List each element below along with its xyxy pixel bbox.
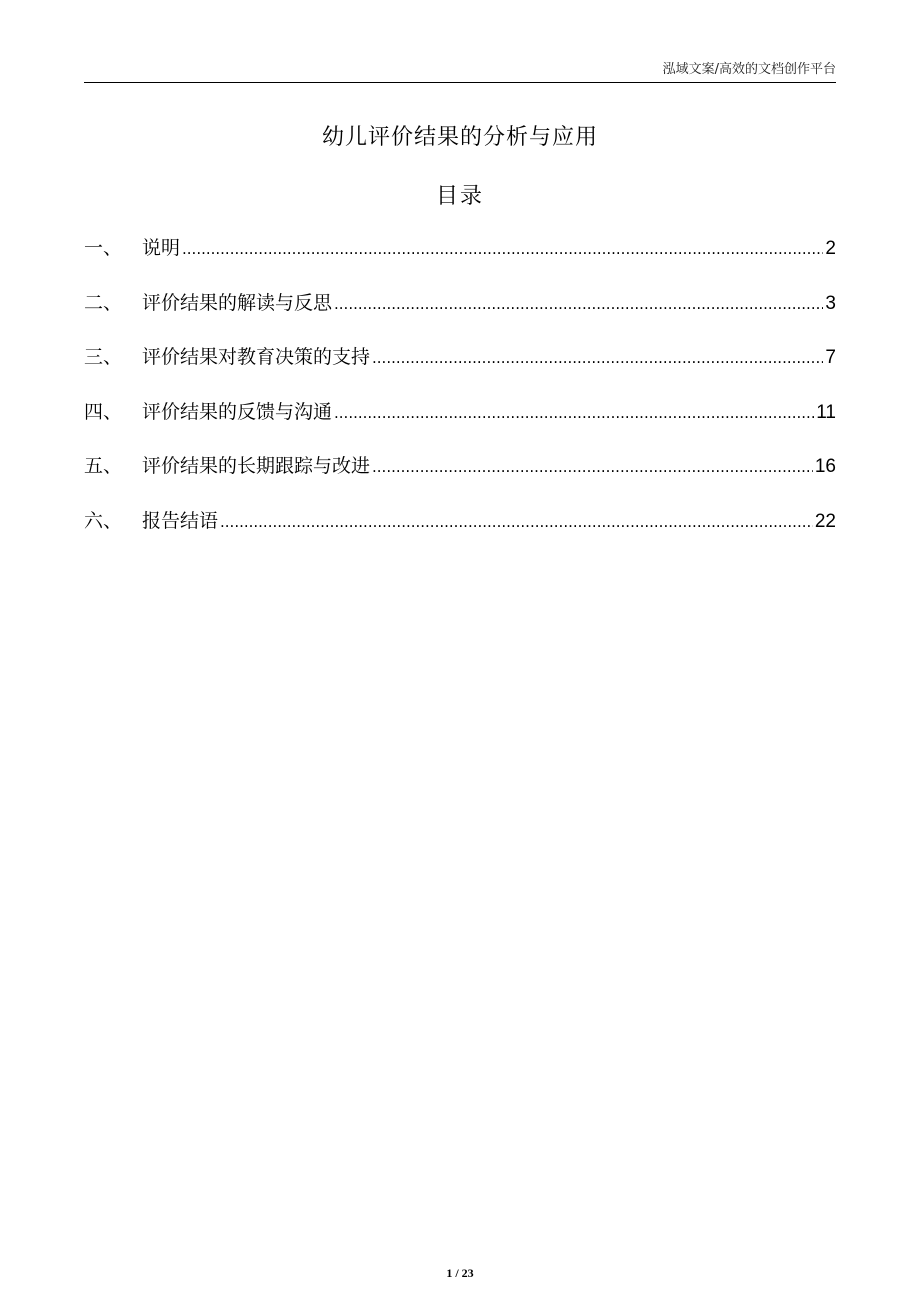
toc-entry-page: 16 xyxy=(814,456,836,477)
toc-dot-leader xyxy=(220,513,813,531)
document-title: 幼儿评价结果的分析与应用 xyxy=(321,125,598,150)
toc-entry-number: 六、 xyxy=(84,509,123,532)
header-divider xyxy=(84,82,836,83)
toc-entry-label: 评价结果的解读与反思 xyxy=(142,291,333,314)
toc-entry-number: 二、 xyxy=(84,291,123,314)
toc-entry-number: 五、 xyxy=(84,455,123,477)
toc-dot-leader xyxy=(334,404,814,422)
toc-entry-1[interactable] xyxy=(84,233,836,288)
toc-entry-page: 2 xyxy=(825,238,836,259)
toc-entry-4[interactable] xyxy=(84,397,836,452)
toc-entry-5[interactable] xyxy=(84,451,836,506)
toc-entry-number: 四、 xyxy=(84,400,123,423)
toc-heading: 目录 xyxy=(435,184,484,209)
toc-entry-page: 11 xyxy=(816,401,836,423)
toc-entry-6[interactable] xyxy=(84,506,836,561)
toc-entry-page: 22 xyxy=(814,510,836,532)
toc-entry-label: 说明 xyxy=(142,237,181,259)
toc-entry-page: 7 xyxy=(825,347,836,368)
toc-entry-label: 报告结语 xyxy=(142,509,219,532)
toc-dot-leader xyxy=(372,458,813,476)
toc-dot-leader xyxy=(372,349,823,367)
toc-entry-3[interactable] xyxy=(84,342,836,397)
table-of-contents xyxy=(84,233,836,560)
toc-entry-number: 一、 xyxy=(84,237,123,259)
page-number: 1 / 23 xyxy=(446,1266,474,1280)
toc-dot-leader xyxy=(334,295,823,313)
toc-entry-label: 评价结果的长期跟踪与改进 xyxy=(142,455,371,477)
toc-dot-leader xyxy=(182,240,823,258)
toc-entry-label: 评价结果对教育决策的支持 xyxy=(142,346,371,368)
header-text: 泓域文案/高效的文档创作平台 xyxy=(662,62,836,77)
toc-entry-number: 三、 xyxy=(84,346,123,368)
toc-entry-page: 3 xyxy=(825,292,836,314)
toc-entry-2[interactable] xyxy=(84,288,836,343)
toc-entry-label: 评价结果的反馈与沟通 xyxy=(142,400,333,423)
